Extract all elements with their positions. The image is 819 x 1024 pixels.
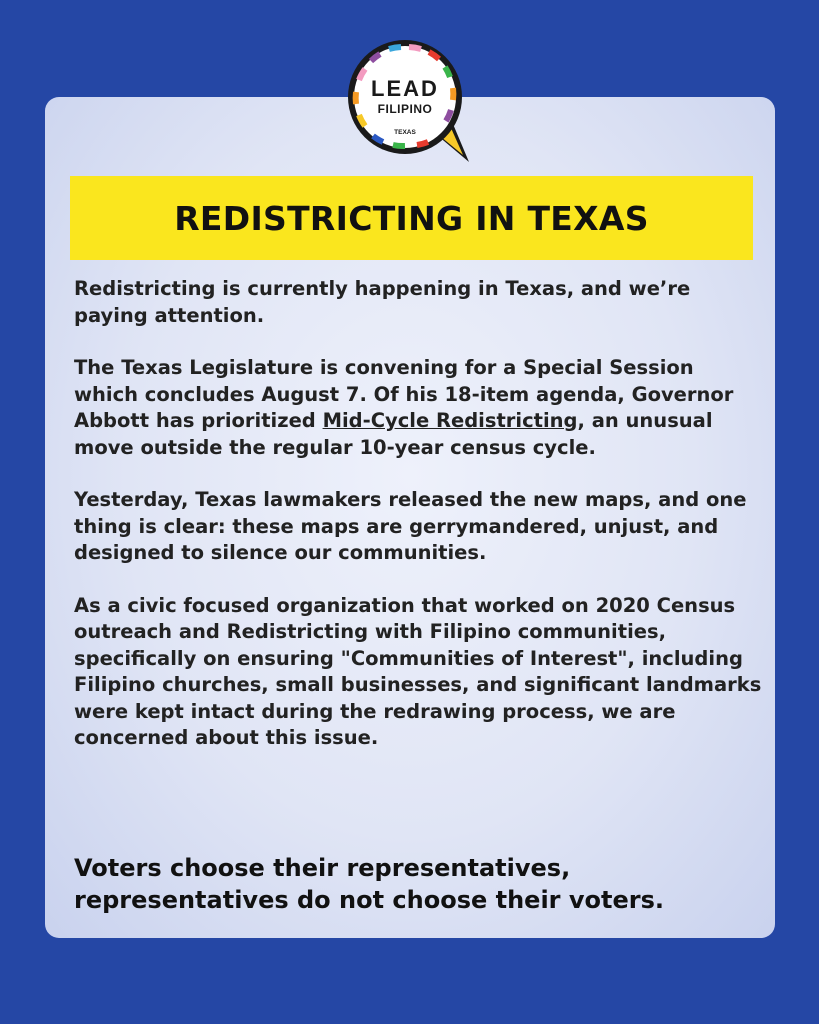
paragraph-2-end: , an unusual move outside the regular 10-year census cycle.	[74, 409, 713, 459]
logo-text-texas: TEXAS	[394, 129, 416, 136]
lead-filipino-logo	[345, 38, 473, 164]
page-title: REDISTRICTING IN TEXAS	[174, 198, 649, 238]
logo-text-lead: LEAD	[371, 76, 439, 101]
paragraph-1: Redistricting is currently happening in Texas, and we’re paying attention.	[74, 277, 691, 327]
paragraph-2	[74, 355, 764, 461]
mid-cycle-redistricting-link[interactable]: Mid-Cycle Redistricting	[322, 409, 578, 432]
paragraph-4: As a civic focused organization that worked on 2020 Census outreach and Redistricting with Filipino communities, specifically on ensuring "Communities of Interest", including Filipino churches, small businesses, and significant landmarks were kept intact during the redrawing process, we are concerned about this issue.	[74, 593, 762, 749]
body-text	[74, 276, 764, 778]
title-banner	[70, 176, 753, 260]
logo-text-filipino: FILIPINO	[377, 102, 433, 116]
closing-statement: Voters choose their representatives, representatives do not choose their voters.	[74, 854, 664, 914]
paragraph-2-start: The Texas Legislature is convening for a Special Session which concludes August 7. Of his 18-item agenda, Governor Abbott has prioritized	[74, 356, 734, 432]
paragraph-3: Yesterday, Texas lawmakers released the new maps, and one thing is clear: these maps are gerrymandered, unjust, and designed to silence our communities.	[74, 488, 747, 564]
